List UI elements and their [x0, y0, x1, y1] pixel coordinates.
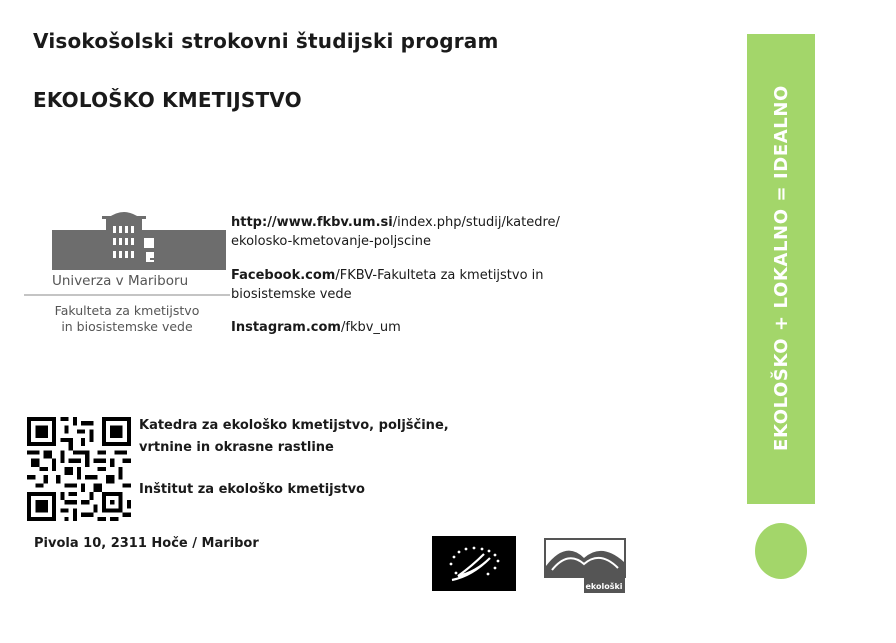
facebook-path[interactable]: /FKBV-Fakulteta za kmetijstvo in	[335, 268, 544, 283]
instagram-path[interactable]: /fkbv_um	[340, 320, 401, 335]
program-name: EKOLOŠKO KMETIJSTVO	[33, 88, 302, 112]
website-path[interactable]: /index.php/studij/katedre/	[392, 215, 560, 230]
facebook-domain[interactable]: Facebook.com	[231, 268, 336, 283]
university-name: Univerza v Mariboru	[52, 273, 189, 289]
program-title: Visokošolski strokovni študijski program	[33, 29, 499, 53]
facebook-path-line2[interactable]: biosistemske vede	[231, 287, 352, 302]
department-line1: Katedra za ekološko kmetijstvo, poljščine,	[139, 418, 449, 433]
website-domain[interactable]: http://www.fkbv.um.si	[231, 215, 393, 230]
side-banner-text: EKOLOŠKO + LOKALNO = IDEALNO	[770, 85, 792, 451]
instagram-link[interactable]	[231, 318, 401, 337]
website-link[interactable]	[231, 213, 560, 251]
ekoloski-logo-label: ekološki	[585, 582, 623, 591]
faculty-name-line1: Fakulteta za kmetijstvo	[54, 303, 200, 318]
website-path-line2[interactable]: ekolosko-kmetovanje-poljscine	[231, 234, 431, 249]
address: Pivola 10, 2311 Hoče / Maribor	[34, 536, 259, 551]
qr-code	[27, 416, 131, 522]
facebook-link[interactable]	[231, 266, 544, 304]
green-circle-decoration	[755, 523, 807, 579]
ekoloski-logo	[544, 536, 628, 594]
eu-organic-logo	[432, 536, 516, 591]
instagram-domain[interactable]: Instagram.com	[231, 320, 341, 335]
department-name	[139, 415, 449, 459]
university-logo	[24, 208, 230, 343]
institute-name: Inštitut za ekološko kmetijstvo	[139, 482, 365, 497]
faculty-name-line2: in biosistemske vede	[61, 319, 193, 334]
department-line2: vrtnine in okrasne rastline	[139, 440, 334, 455]
